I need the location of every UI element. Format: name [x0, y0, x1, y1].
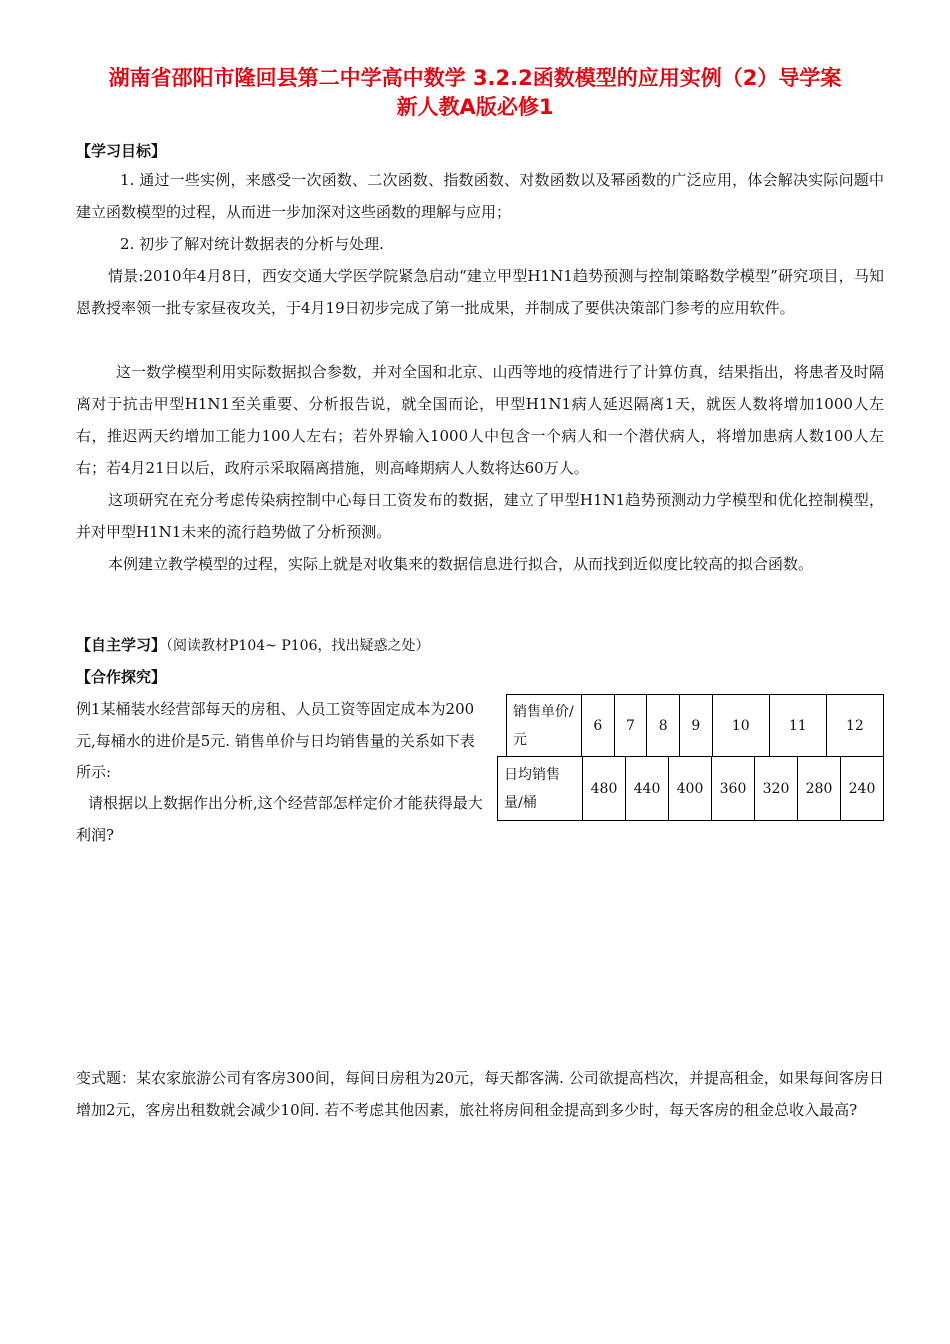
sales-cell: 280: [798, 757, 841, 821]
price-cell: 11: [769, 695, 826, 757]
example-1-question: 请根据以上数据作出分析,这个经营部怎样定价才能获得最大利润?: [76, 794, 483, 844]
sales-cell: 240: [841, 757, 884, 821]
variant-problem: 变式题：某农家旅游公司有客房300间，每间日房租为20元，每天都客满. 公司欲提高档次，并提高租金，如果每间客房日增加2元，客房出租数就会减少10间. 若不考虑其他因素，旅社将房间租金提高到多少时，每天客房的租金总收入最高?: [76, 1069, 884, 1119]
self-study-heading: [76, 634, 429, 655]
sales-cell: 400: [669, 757, 712, 821]
scenario-paragraph-4: 本例建立教学模型的过程，实际上就是对收集来的数据信息进行拟合，从而找到近似度比较高的拟合函数。: [108, 555, 814, 573]
document-title-line2: 新人教A版必修1: [396, 95, 554, 119]
price-cell: 7: [614, 695, 647, 757]
price-cell: 9: [680, 695, 713, 757]
price-cell: 10: [712, 695, 769, 757]
sales-cell: 320: [755, 757, 798, 821]
learning-goals-heading: 【学习目标】: [76, 142, 167, 160]
scenario-paragraph-2: 这一数学模型利用实际数据拟合参数，并对全国和北京、山西等地的疫情进行了计算仿真，结果指出，将患者及时隔离对于抗击甲型H1N1至关重要、分析报告说，就全国而论，甲型H1N1病人延迟隔离1天，就医人数将增加1000人左右，推迟两天约增加工能力100人左右；若外界输入1000人中包含一个病人和一个潜伏病人，将增加患病人数100人左右；若4月21日以后，政府示采取隔离措施，则高峰期病人人数将达60万人。: [76, 363, 884, 477]
sales-cell: 360: [712, 757, 755, 821]
scenario-paragraph-1: 情景:2010年4月8日，西安交通大学医学院紧急启动“建立甲型H1N1趋势预测与控制策略数学模型”研究项目，马知恩教授率领一批专家昼夜攻关，于4月19日初步完成了第一批成果，并制成了要供决策部门参考的应用软件。: [76, 267, 884, 317]
document-title-line1: 湖南省邵阳市隆回县第二中学高中数学 3.2.2函数模型的应用实例（2）导学案: [108, 66, 842, 90]
example-1-text: 例1某桶装水经营部每天的房租、人员工资等固定成本为200元,每桶水的进价是5元. 销售单价与日均销售量的关系如下表所示:: [76, 700, 475, 781]
goal-item-1: 1. 通过一些实例，来感受一次函数、二次函数、指数函数、对数函数以及幂函数的广泛应用，体会解决实际问题中建立函数模型的过程，从而进一步加深对这些函数的理解与应用；: [76, 171, 884, 221]
sales-row-label: 日均销售量/桶: [498, 757, 583, 821]
sales-table-bottom: [497, 756, 884, 821]
price-cell: 12: [826, 695, 883, 757]
self-study-title: 【自主学习】: [76, 636, 167, 654]
sales-cell: 440: [626, 757, 669, 821]
scenario-paragraph-3: 这项研究在充分考虑传染病控制中心每日工资发布的数据，建立了甲型H1N1趋势预测动力学模型和优化控制模型，并对甲型H1N1未来的流行趋势做了分析预测。: [76, 491, 884, 541]
price-row-label: 销售单价/元: [507, 695, 582, 757]
self-study-note: （阅读教材P104~ P106，找出疑惑之处）: [166, 638, 430, 654]
sales-cell: 480: [583, 757, 626, 821]
goal-item-2: 2. 初步了解对统计数据表的分析与处理.: [120, 235, 384, 253]
cooperation-heading: 【合作探究】: [76, 668, 167, 686]
price-cell: 8: [647, 695, 680, 757]
price-cell: 6: [582, 695, 615, 757]
price-table-top: [506, 694, 884, 757]
